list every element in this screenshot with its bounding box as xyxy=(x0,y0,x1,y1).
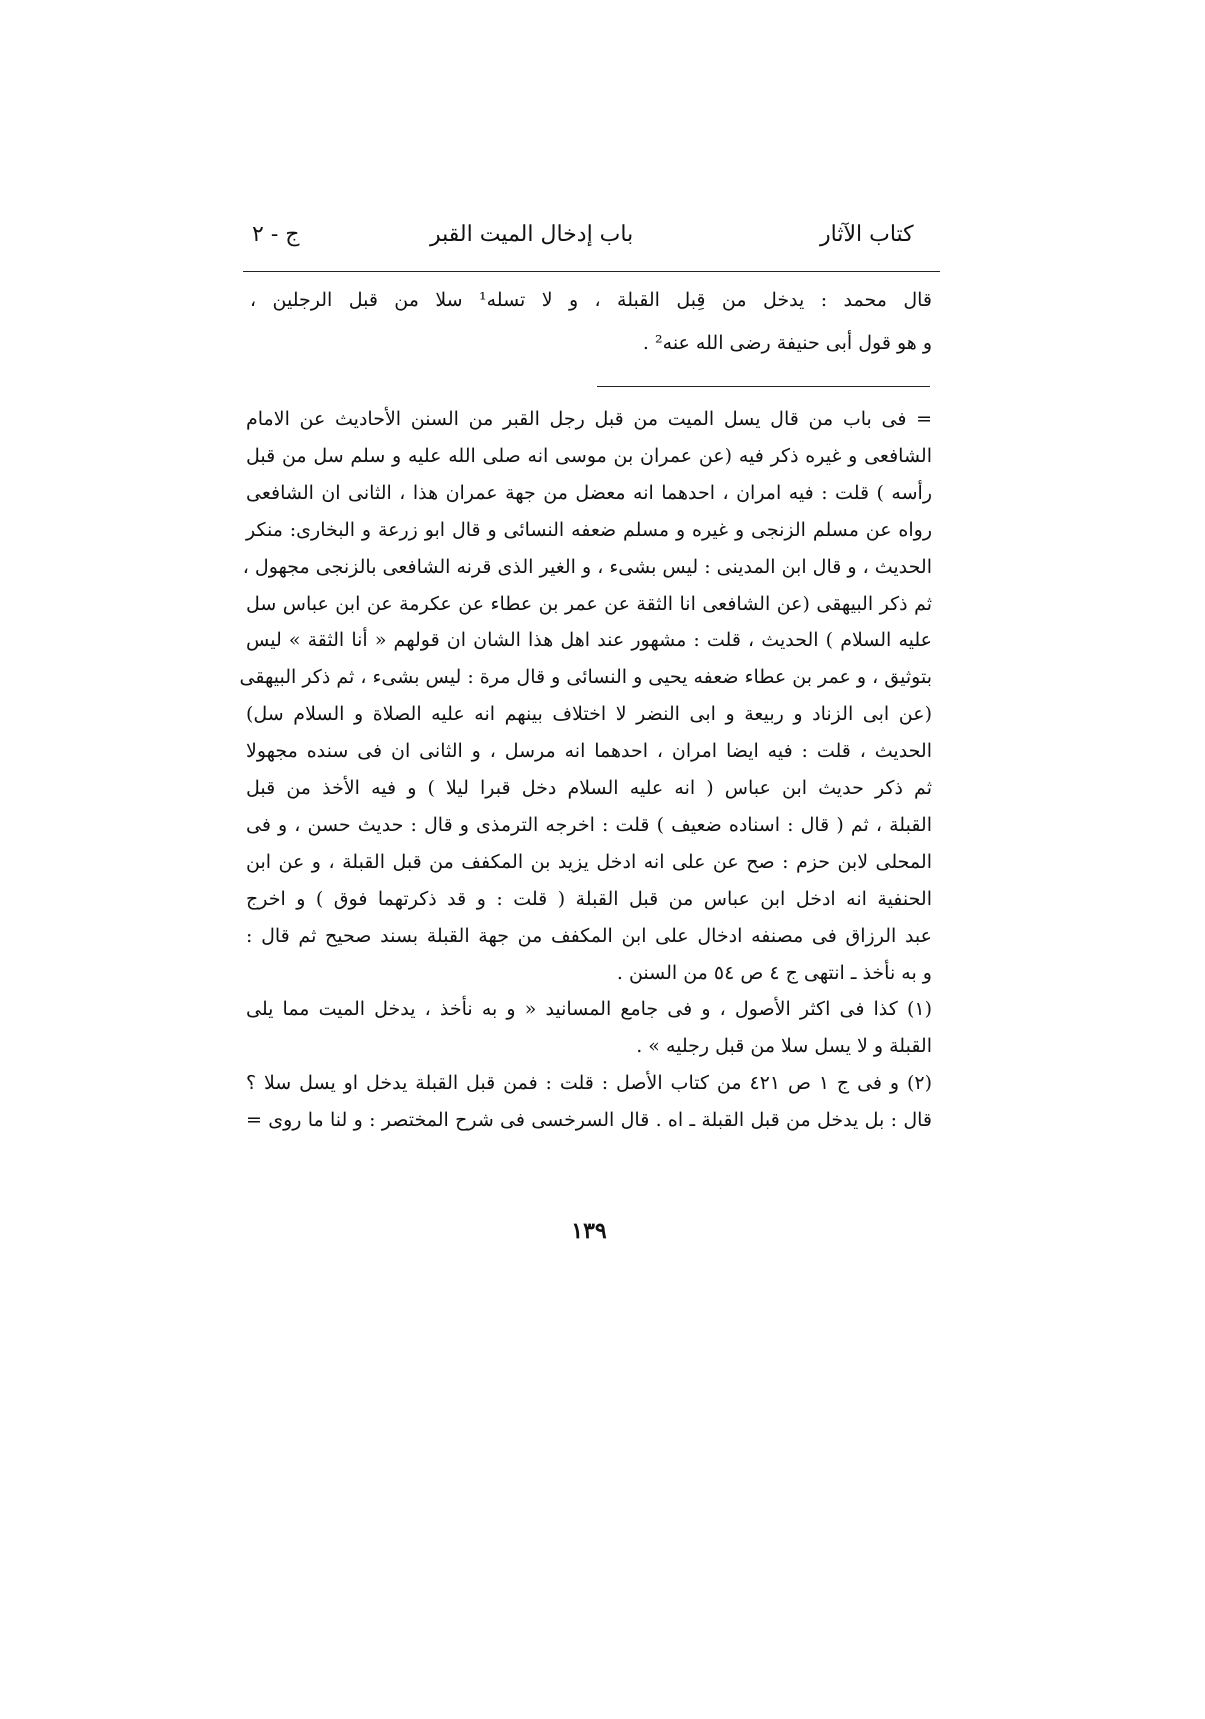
footnote-line: ثم ذكر البيهقى (عن الشافعى انا الثقة عن عمر بن عطاء عن عكرمة عن ابن عباس سل xyxy=(246,592,932,615)
footnote-line: الشافعى و غيره ذكر فيه (عن عمران بن موسى انه صلى الله عليه و سلم سل من قبل xyxy=(246,444,932,467)
page-number: ١٣٩ xyxy=(571,1218,607,1244)
footnote-line: و به نأخذ ـ انتهى ج ٤ ص ٥٤ من السنن . xyxy=(616,961,932,984)
footnote-line: بتوثيق ، و عمر بن عطاء ضعفه يحيى و النسائى و قال مرة : ليس بشىء ، ثم ذكر البيهقى xyxy=(239,666,932,689)
footnote-line: الحديث ، قلت : فيه ايضا امران ، احدهما انه مرسل ، و الثانى ان فى سنده مجهولا xyxy=(246,740,932,763)
footnote-line: = فى باب من قال يسل الميت من قبل رجل القبر من السنن الأحاديث عن الامام xyxy=(246,408,932,430)
footnote-separator xyxy=(597,386,930,387)
header-rule xyxy=(243,271,940,272)
main-text-line: و هو قول أبى حنيفة رضى الله عنه² . xyxy=(642,332,932,354)
main-text-line: قال محمد : يدخل من قِبل القبلة ، و لا تسله¹ سلا من قبل الرجلين ، xyxy=(250,289,932,311)
footnote-line: القبلة و لا يسل سلا من قبل رجليه » . xyxy=(636,1035,932,1058)
footnote-line: المحلى لابن حزم : صح عن على انه ادخل يزيد بن المكفف من قبل القبلة ، و عن ابن xyxy=(246,850,932,873)
footnote-line: (١) كذا فى اكثر الأصول ، و فى جامع المسانيد « و به نأخذ ، يدخل الميت مما يلى xyxy=(246,998,932,1021)
book-title: كتاب الآثار xyxy=(820,222,914,247)
footnote-line: عبد الرزاق فى مصنفه ادخال على ابن المكفف من جهة القبلة بسند صحيح ثم قال : xyxy=(246,924,932,947)
chapter-title: باب إدخال الميت القبر xyxy=(430,222,634,247)
volume-label: ج - ٢ xyxy=(252,222,300,247)
footnote-line: عليه السلام ) الحديث ، قلت : مشهور عند اهل هذا الشان ان قولهم « أنا الثقة » ليس xyxy=(246,629,932,652)
footnote-line: رواه عن مسلم الزنجى و غيره و مسلم ضعفه النسائى و قال ابو زرعة و البخارى: منكر xyxy=(246,518,932,541)
footnote-line: الحديث ، و قال ابن المدينى : ليس بشىء ، و الغير الذى قرنه الشافعى بالزنجى مجهول ، xyxy=(242,555,932,578)
footnote-line: رأسه ) قلت : فيه امران ، احدهما انه معضل من جهة عمران هذا ، الثانى ان الشافعى xyxy=(246,481,932,504)
footnote-line: (٢) و فى ج ١ ص ٤٢١ من كتاب الأصل : قلت : فمن قبل القبلة يدخل او يسل سلا ؟ xyxy=(246,1072,932,1095)
footnote-line: الحنفية انه ادخل ابن عباس من قبل القبلة ( قلت : و قد ذكرتهما فوق ) و اخرج xyxy=(246,887,932,910)
footnote-line: القبلة ، ثم ( قال : اسناده ضعيف ) قلت : اخرجه الترمذى و قال : حديث حسن ، و فى xyxy=(246,813,932,836)
footnote-line: قال : بل يدخل من قبل القبلة ـ اه . قال السرخسى فى شرح المختصر : و لنا ما روى = xyxy=(246,1109,932,1132)
footnote-line: (عن ابى الزناد و ربيعة و ابى النضر لا اختلاف بينهم انه عليه الصلاة و السلام سل) xyxy=(246,703,932,726)
footnote-line: ثم ذكر حديث ابن عباس ( انه عليه السلام دخل قبرا ليلا ) و فيه الأخذ من قبل xyxy=(246,777,932,799)
